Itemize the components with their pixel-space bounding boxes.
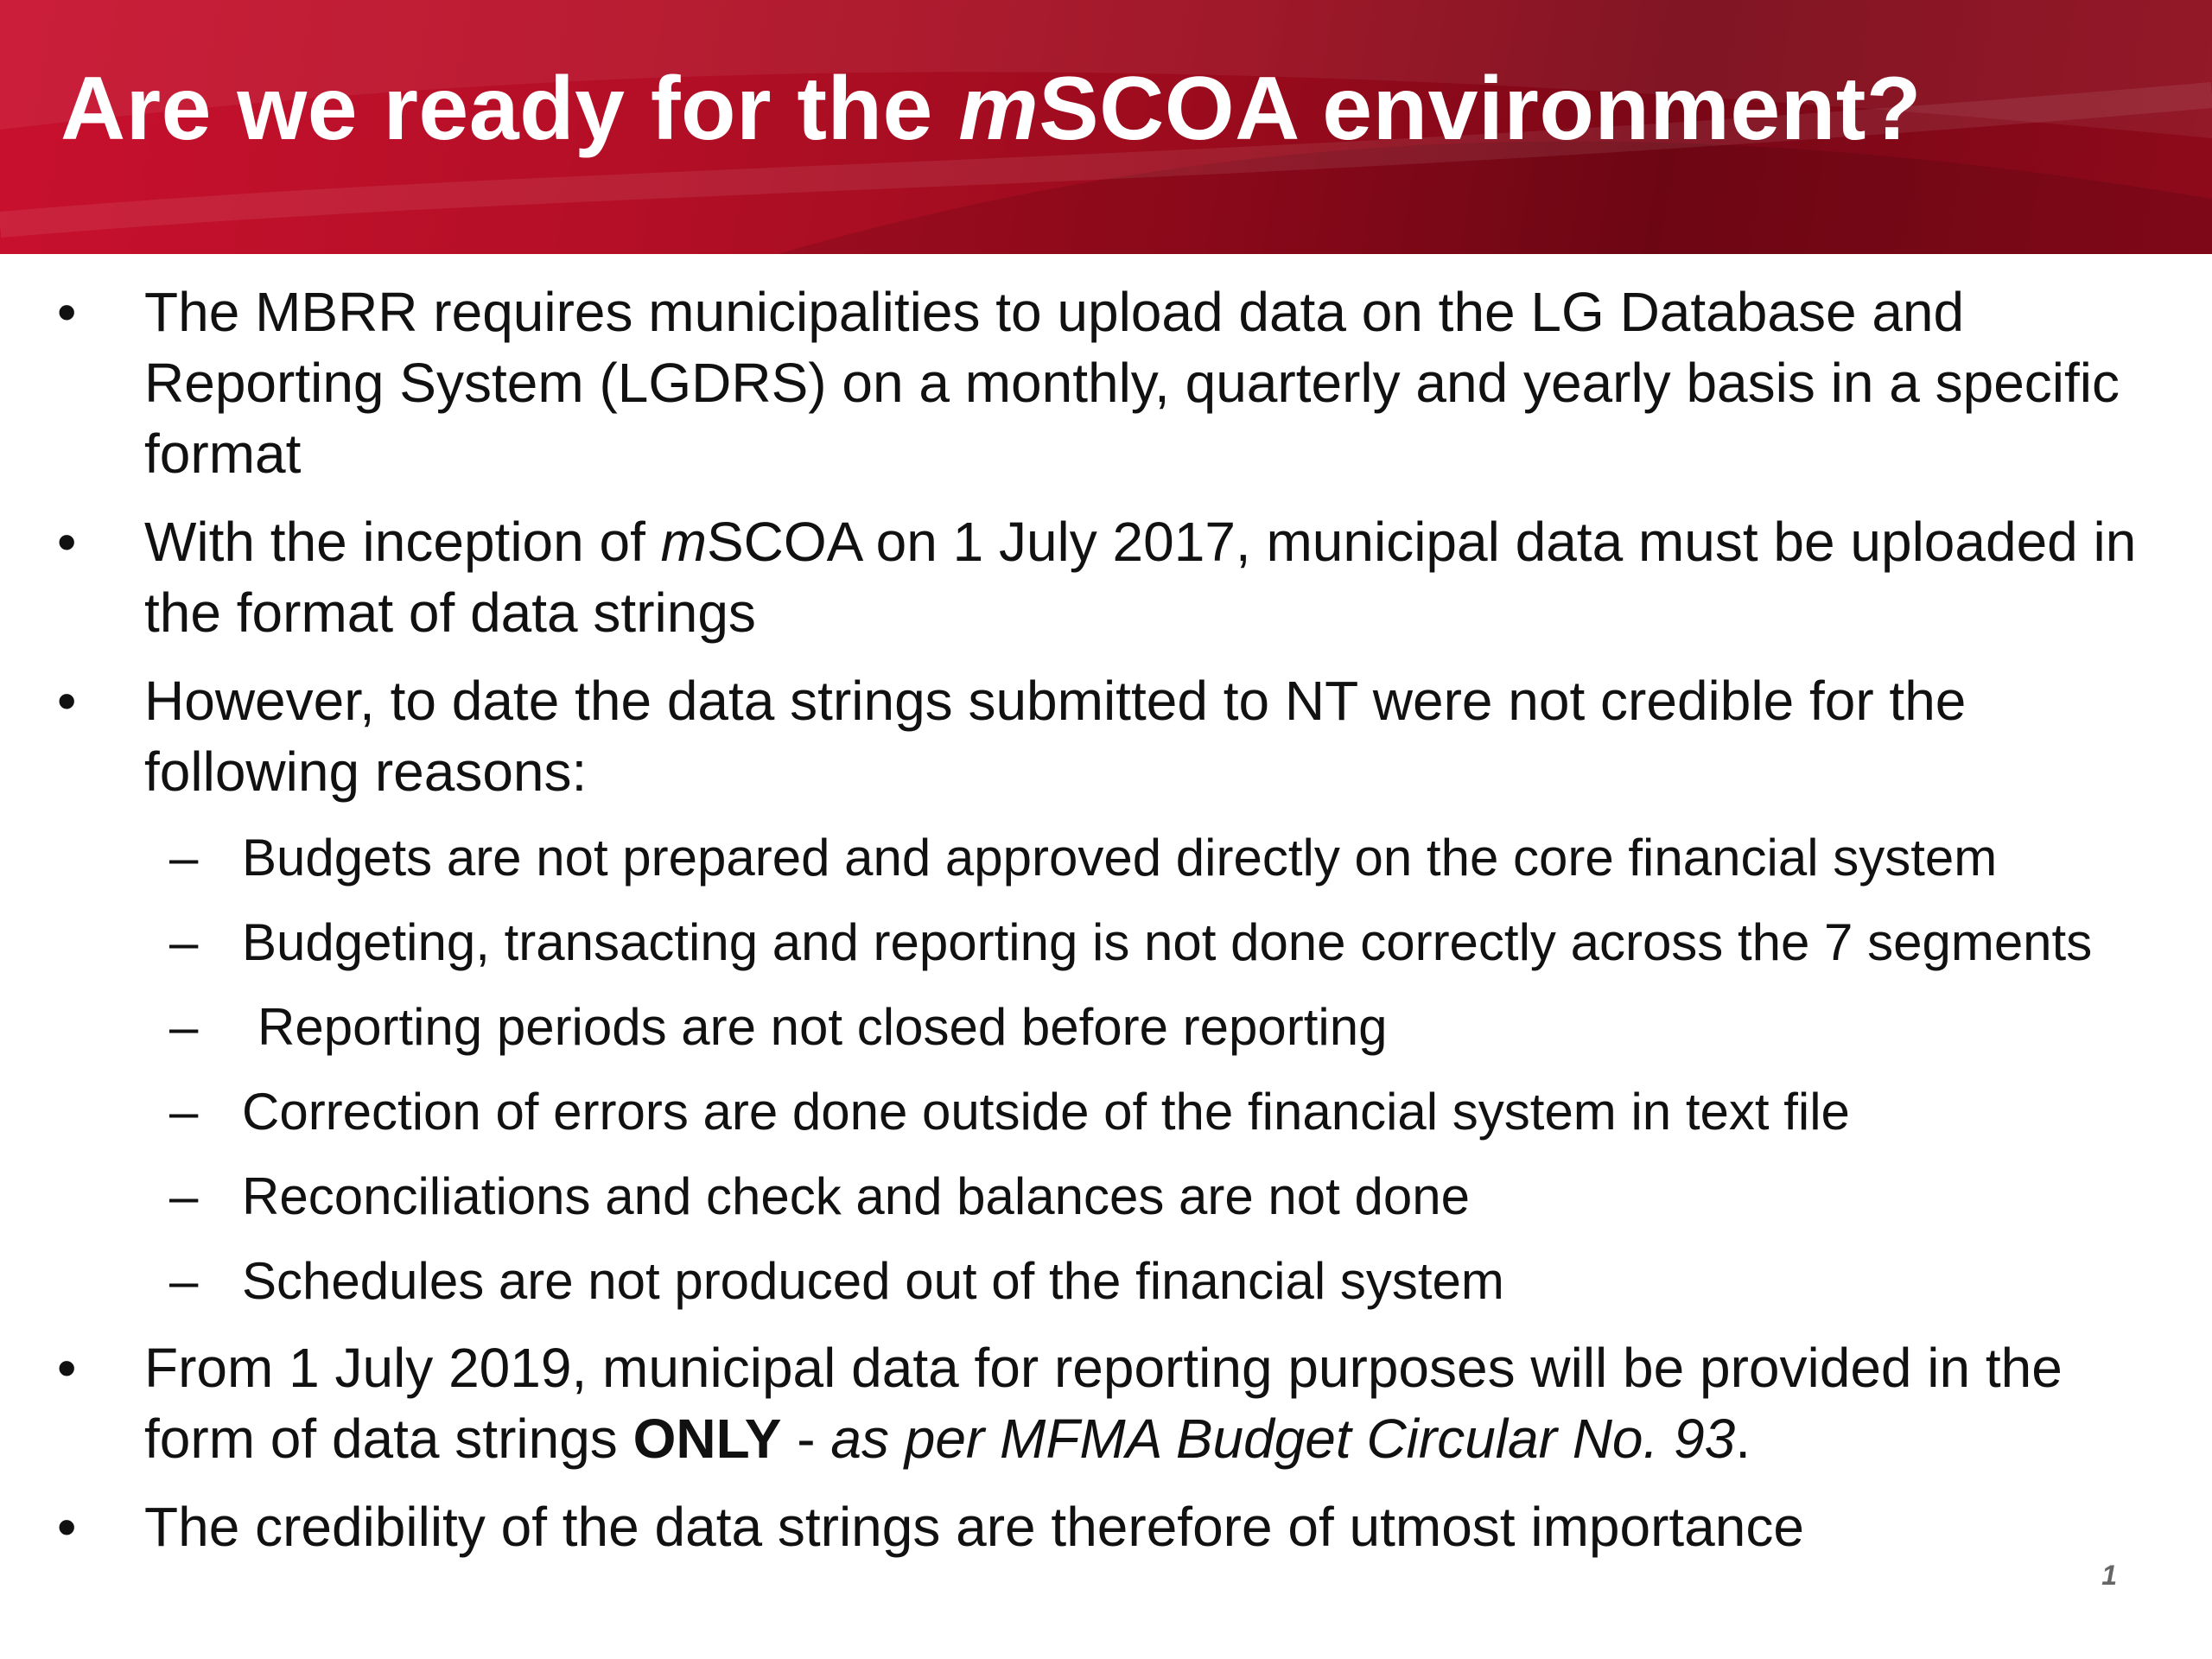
bullet-item-july-2019 <box>0 1332 2212 1474</box>
bullet-bold-only: ONLY <box>632 1408 782 1470</box>
bullet-marker: • <box>57 1496 77 1558</box>
sub-bullet-corrections <box>0 1078 2212 1146</box>
sub-bullet-text: Reporting periods are not closed before reporting <box>257 998 1388 1056</box>
bullet-marker: • <box>57 281 77 343</box>
bullet-text-start: With the inception of <box>144 511 661 573</box>
sub-bullet-marker: – <box>169 1252 199 1310</box>
bullet-text-end: SCOA on 1 July 2017, municipal data must be uploaded in the format of data strings <box>144 511 2137 644</box>
bullet-item-not-credible <box>0 665 2212 807</box>
bullet-marker: • <box>57 670 77 732</box>
bullet-item-mbrr <box>0 276 2212 489</box>
sub-bullet-marker: – <box>169 1083 199 1141</box>
bullet-text-end: . <box>1735 1408 1751 1470</box>
page-number: 1 <box>2101 1560 2117 1591</box>
bullet-text-start: From 1 July 2019, municipal data for reporting purposes will be provided in the form of data strings <box>144 1337 2063 1470</box>
bullet-text-dash: - <box>781 1408 831 1470</box>
title-banner <box>0 0 2212 254</box>
sub-bullet-marker: – <box>169 829 199 887</box>
sub-bullet-schedules <box>0 1248 2212 1315</box>
bullet-text: The credibility of the data strings are therefore of utmost importance <box>144 1496 1804 1558</box>
sub-bullet-text: Schedules are not produced out of the financial system <box>242 1252 1504 1310</box>
sub-bullet-marker: – <box>169 998 199 1056</box>
sub-bullet-text: Budgets are not prepared and approved directly on the core financial system <box>242 829 1998 887</box>
slide-body <box>0 276 2212 1580</box>
sub-bullet-segments <box>0 909 2212 976</box>
sub-bullet-periods <box>0 994 2212 1061</box>
bullet-item-credibility <box>0 1491 2212 1562</box>
title-text-start: Are we ready for the <box>60 59 959 159</box>
sub-bullet-reconciliations <box>0 1163 2212 1230</box>
sub-bullet-budgets <box>0 824 2212 892</box>
sub-bullet-marker: – <box>169 913 199 971</box>
bullet-italic-circular: as per MFMA Budget Circular No. 93 <box>830 1408 1736 1470</box>
bullet-item-inception <box>0 506 2212 648</box>
sub-bullet-text: Budgeting, transacting and reporting is not done correctly across the 7 segments <box>242 913 2093 971</box>
bullet-text: The MBRR requires municipalities to upload data on the LG Database and Reporting System (LGDRS) on a monthly, quarterly and yearly basis in a specific format <box>144 281 2120 485</box>
title-text-end: SCOA environment? <box>1039 59 1922 159</box>
bullet-marker: • <box>57 511 77 573</box>
sub-bullet-text: Correction of errors are done outside of the financial system in text file <box>242 1083 1850 1141</box>
bullet-marker: • <box>57 1337 77 1399</box>
title-italic-m: m <box>958 59 1039 159</box>
sub-bullet-marker: – <box>169 1167 199 1225</box>
bullet-text: However, to date the data strings submitted to NT were not credible for the following reasons: <box>144 670 1967 803</box>
bullet-italic-m: m <box>660 511 707 573</box>
slide-title <box>60 55 1922 163</box>
sub-bullet-text: Reconciliations and check and balances are not done <box>242 1167 1470 1225</box>
